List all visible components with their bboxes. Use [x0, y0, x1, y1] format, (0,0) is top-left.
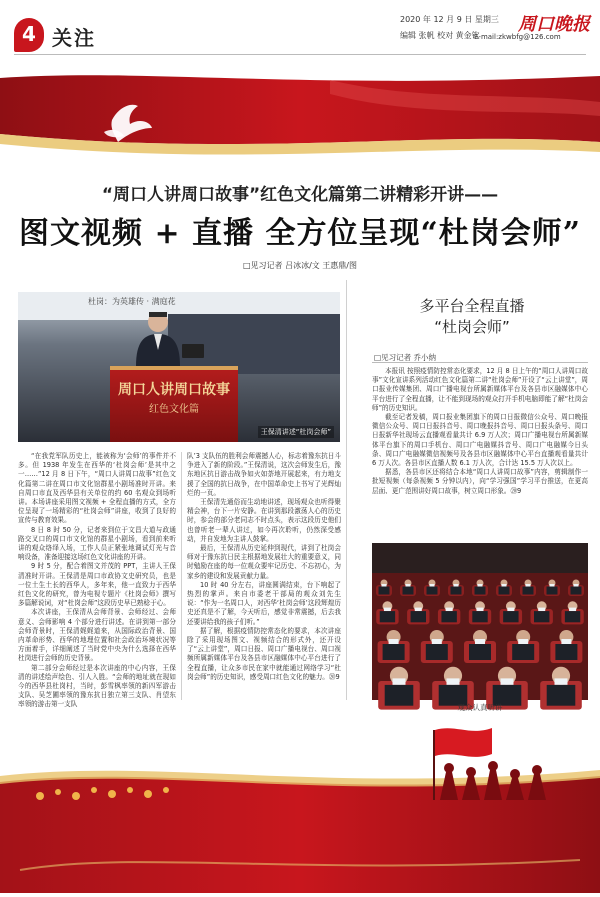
face-mask [501, 678, 514, 685]
audience-member-body [469, 644, 491, 660]
screen-text: 杜岗：为英雄传 · 满庭花 [88, 297, 176, 306]
face-mask [454, 584, 459, 587]
sidebar-headline-line1: 多平台全程直播 [419, 297, 525, 315]
sidebar-paragraph: 本报讯 按照疫情防控常态化要求，12 月 8 日上午的“周口人讲周口故事”文化宣讲系列活动红色文化篇第二讲“杜岗会师”开设了“云上讲堂”，周口报业传媒集团、周口广播电视台所属新媒体平台及各县市区融媒体中心平台进行了全程直播，让不能到现场的观众打开手机电脑即能了解“杜岗会师”的历史知识。 [372, 367, 588, 412]
sidebar-body [372, 367, 588, 539]
article-column-2 [187, 452, 341, 696]
article-kicker: “周口人讲周口故事”红色文化篇第二讲精彩开讲—— [101, 185, 499, 205]
face-mask [477, 608, 484, 612]
article-paragraph: 8 日 8 时 50 分，记者来到位于文昌大道与政通路交叉口的周口市文化馆的群星小剧场，看到前来听讲的观众络绎入场，工作人员正紧张地调试灯光与音响设备，准备迎接这场红色文化讲座的开讲。 [18, 525, 176, 562]
audience-member-body [383, 644, 405, 660]
audience-member-body [427, 587, 438, 595]
footer-artwork [0, 700, 600, 893]
face-mask [382, 584, 387, 587]
banner-artwork [0, 72, 600, 180]
article-paragraph: 队’3 支队伍的胜利会师震撼人心，标志着豫东抗日斗争进入了新的阶段。”王保清说，这次会师发生后，豫东地区抗日游击战争如火如荼地开展起来，有力地支援了全国的抗日战争，在中国革命史上书写了光辉灿烂的一页。 [187, 452, 341, 497]
face-mask [569, 608, 576, 612]
article-title: 图文视频 + 直播 全方位呈现“杜岗会师” [19, 216, 581, 251]
audience-member-body [523, 587, 534, 595]
audience-photo-art [372, 543, 588, 700]
article-column-1 [18, 452, 176, 709]
face-mask [406, 584, 411, 587]
face-mask [555, 678, 568, 685]
face-mask [507, 608, 514, 612]
face-mask [550, 584, 555, 587]
sidebar-headline [352, 296, 592, 338]
section-name: 关注 [52, 26, 96, 50]
face-mask [415, 608, 422, 612]
audience-member-body [571, 587, 582, 595]
face-mask [478, 584, 483, 587]
face-mask [446, 608, 453, 612]
speaker-photo-caption: 王保清讲述“杜岗会师” [258, 426, 334, 438]
article-paragraph: 10 时 40 分左右，讲座圆满结束，台下响起了热烈的掌声。来自市委老干部局的观众刘先生说：“作为一名周口人，对西华‘杜岗会师’这段辉煌历史还真是不了解，今天听后，感觉非常震撼，后去我还要讲给我的孩子们听。” [187, 580, 341, 626]
sidebar-paragraph: 据悉，各县市区还将结合本地“周口人讲周口故事”内容，剪辑制作一批短视频（每条视频 5 分钟以内），向“学习强国”学习平台推送，在更高层面、更广范围讲好周口故事，树立周口形象。⑳9 [372, 468, 588, 495]
podium-subtitle: 红色文化篇 [149, 404, 199, 415]
face-mask [518, 639, 528, 644]
speaker-photo-art [18, 292, 340, 442]
header-divider [14, 54, 586, 55]
article-byline: □见习记者 吕冰冰/文 王惠鼎/图 [242, 261, 358, 270]
audience-member-body [503, 611, 518, 622]
face-mask [526, 584, 531, 587]
audience-member-body [403, 587, 414, 595]
column-divider-2 [346, 280, 347, 700]
podium-title: 周口人讲周口故事 [118, 382, 230, 398]
audience-member-body [379, 587, 390, 595]
audience-member-body [547, 587, 558, 595]
sidebar-divider [372, 362, 588, 363]
face-mask [574, 584, 579, 587]
editor-credits: 编辑 张帆 校对 黄金钦 [400, 31, 480, 40]
face-mask [475, 639, 485, 644]
audience-member-body [411, 611, 426, 622]
face-mask [384, 608, 391, 612]
article-paragraph: 最后，王保清从历史延伸到现代，讲到了杜岗会师对于豫东抗日民主根据地发展壮大的重要意义，同时勉励在座的每一位观众要牢记历史、不忘初心，为家乡的建设和发展贡献力量。 [187, 544, 341, 580]
audience-member-body [499, 587, 510, 595]
audience-member-body [555, 644, 577, 660]
audience-member-body [534, 611, 549, 622]
issue-date: 2020 年 12 月 9 日 星期三 [400, 15, 499, 24]
face-mask [447, 678, 460, 685]
speaker-photo [18, 292, 340, 442]
audience-member-body [451, 587, 462, 595]
newspaper-logo: 周口晚报 [518, 14, 590, 35]
face-mask [538, 608, 545, 612]
audience-member-body [475, 587, 486, 595]
article-paragraph: 第二部分会师经过是本次讲座的中心内容，王保清的讲述绘声绘色、引人入胜。“会师的地址就在现如今的西华县杜岗村，当时，彭雪枫率领的新四军游击支队、吴芝圃率领的豫东抗日独立第三支队、肖望东率领的游击第一支队 [18, 663, 176, 709]
article-paragraph: 据了解，根据疫情防控常态化的要求，本次讲座除了采用现场图文、视频结合的形式外，还开设了“云上讲堂”，周口日报、周口广播电视台、周口视频所属新媒体平台及各县市区融媒体中心平台进行了全程直播，让众多市民在家中就能通过网络学习“杜岗会师”的历史知识，感受周口红色文化的魅力。⑳9 [187, 626, 341, 681]
sidebar-headline-line2: “杜岗会师” [434, 318, 510, 336]
article-paragraph: “在我党军队历史上，能被称为‘会师’的事件并不多。但 1938 年发生在西华的‘杜岗会师’是其中之一……”12 月 8 日下午，“周口人讲周口故事”红色文化篇第二讲在周口市文化馆群星小剧场准时开讲。来自周口市直及西华县有关单位的约 60 名观众到场听讲。本场讲座采用图文视频 + 全程直播的方式，全方位呈现了一场精彩的“杜岗会师”讲座，收到了良好的宣传与教育效果。 [18, 452, 176, 525]
header-banner [0, 72, 600, 180]
audience-member-body [565, 611, 580, 622]
audience-photo [372, 543, 588, 700]
face-mask [393, 678, 406, 685]
audience-member-body [512, 644, 534, 660]
face-mask [430, 584, 435, 587]
audience-member-body [472, 611, 487, 622]
sidebar-byline: □见习记者 乔小纳 [374, 353, 436, 362]
audience-member-body [380, 611, 395, 622]
face-mask [389, 639, 399, 644]
face-mask [502, 584, 507, 587]
article-paragraph: 9 时 5 分，配合着图文并茂的 PPT，主讲人王保清准时开讲。王保清是周口市政协文史研究员，也是一位土生土长的西华人，多年来，他一直致力于西华红色文化的研究，曾为电视专题片《杜岗会师》撰写多篇解说词，对“杜岗会师”这段历史早已熟稔于心。 [18, 562, 176, 608]
page-header [0, 0, 600, 60]
article-paragraph: 本次讲座，王保清从会师背景、会师经过、会师意义、会师影响 4 个部分进行讲述。在讲到第一部分会师背景时，王保清娓娓道来，从国际政治背景、国内革命形势、西华的地理位置和社会政治环境状况等方面着手，详细阐述了当时党中央为什么选择在西华杜岗进行会师的历史背景。 [18, 608, 176, 663]
article-paragraph: 王保清先通俗而生动地讲述，现场观众也听得聚精会神，台下一片安静。在讲到那段激荡人心的历史时，参会的部分老同志不时点头，表示这段历史他们也曾听老一辈人讲过，如今再次聆听，仍然深受感动，并自发地为主讲人鼓掌。 [187, 498, 341, 543]
column-divider-1 [181, 452, 182, 700]
sidebar-paragraph: 截至记者发稿，周口报业集团旗下的周口日报微信公众号、周口晚报微信公众号、周口日报抖音号、周口晚报抖音号、周口日报头条号、周口日报新华社现场云直播观看量共计 6.9 万人次；周口广播电视台所属新媒体平台旗下的周口手机台、周口广电融媒抖音号、周口广电融媒今日头条、周口广电融媒微信视频号及各县市区融媒体中心平台直播观看量共计 6 万人次。各县市区直播人数 6.1 万人次，合计达 15.5 万人次以上。 [372, 413, 588, 468]
audience-member-body [426, 644, 448, 660]
contact-email: E-mail:zkwbfg@126.com [474, 33, 561, 41]
audience-photo-caption: 观众认真听讲 [457, 703, 503, 712]
face-mask [561, 639, 571, 644]
face-mask [432, 639, 442, 644]
audience-member-body [441, 611, 456, 622]
page-number-badge: 4 [14, 18, 44, 52]
footer-decoration [0, 700, 600, 893]
